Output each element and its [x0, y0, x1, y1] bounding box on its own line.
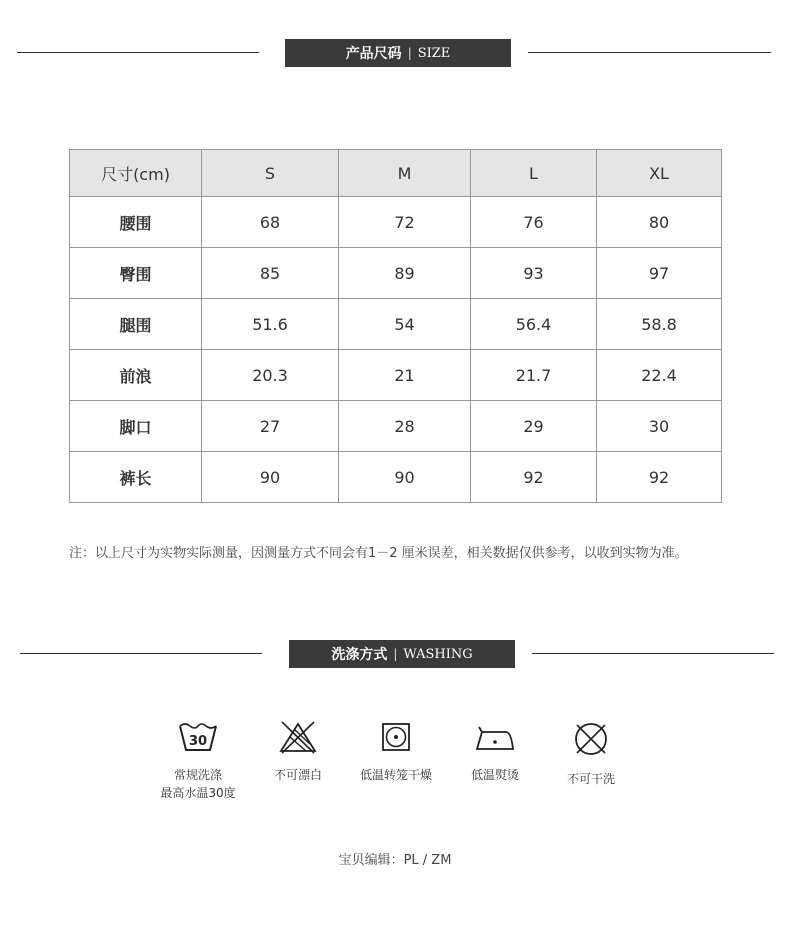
row-label: 腰围 [70, 197, 202, 248]
table-cell: 58.8 [597, 299, 722, 350]
table-cell: 89 [339, 248, 471, 299]
table-cell: 29 [471, 401, 597, 452]
table-row [70, 401, 722, 452]
table-cell: 92 [471, 452, 597, 503]
table-row [70, 350, 722, 401]
wash-item-label: 不可漂白 [273, 768, 322, 782]
row-label: 脚口 [70, 401, 202, 452]
table-cell: 97 [597, 248, 722, 299]
table-header-cell: 尺寸(cm) [70, 150, 202, 197]
row-label: 前浪 [70, 350, 202, 401]
row-label: 裤长 [70, 452, 202, 503]
wash-item-label: 最高水温30度 [160, 786, 236, 800]
table-cell: 54 [339, 299, 471, 350]
table-cell: 85 [202, 248, 339, 299]
wash-item-tumble-dry [346, 720, 446, 784]
table-cell: 21 [339, 350, 471, 401]
table-cell: 28 [339, 401, 471, 452]
table-row [70, 299, 722, 350]
table-cell: 90 [202, 452, 339, 503]
tumble-dry-low-icon [379, 720, 413, 754]
table-cell: 80 [597, 197, 722, 248]
wash-item-label: 不可干洗 [566, 772, 615, 786]
table-cell: 20.3 [202, 350, 339, 401]
row-label: 臀围 [70, 248, 202, 299]
table-cell: 22.4 [597, 350, 722, 401]
measurement-note: 注：以上尺寸为实物实际测量，因测量方式不同会有1－2 厘米误差，相关数据仅供参考，以收到实物为准。 [69, 546, 688, 561]
table-header-row [70, 150, 722, 197]
header-line-right [532, 653, 774, 654]
wash-item-label: 低温转笼干燥 [359, 768, 432, 782]
table-cell: 68 [202, 197, 339, 248]
iron-low-icon [473, 720, 517, 754]
size-section-title [285, 39, 511, 67]
table-cell: 51.6 [202, 299, 339, 350]
wash-item-no-dry-clean [551, 720, 631, 788]
table-cell: 72 [339, 197, 471, 248]
wash-item-label: 低温熨烫 [470, 768, 519, 782]
table-header-cell: M [339, 150, 471, 197]
wash-section-title [289, 640, 515, 668]
wash-temperature-label: 30 [188, 734, 208, 749]
size-table [69, 149, 722, 503]
size-title-zh: 产品尺码 [345, 46, 402, 62]
table-row [70, 248, 722, 299]
wash-item-no-bleach [258, 720, 338, 784]
editor-credit: 宝贝编辑：PL / ZM [338, 853, 452, 868]
table-cell: 27 [202, 401, 339, 452]
header-line-right [528, 52, 771, 53]
wash-title-separator: | [393, 647, 398, 661]
wash-item-normal [148, 720, 248, 802]
table-cell: 30 [597, 401, 722, 452]
table-cell: 93 [471, 248, 597, 299]
table-header-cell: XL [597, 150, 722, 197]
size-title-en: SIZE [417, 45, 451, 61]
wash-section-header [0, 640, 790, 668]
header-line-left [17, 52, 259, 53]
wash-30-icon [177, 720, 219, 754]
header-line-left [20, 653, 262, 654]
row-label: 腿围 [70, 299, 202, 350]
table-cell: 76 [471, 197, 597, 248]
table-cell: 90 [339, 452, 471, 503]
size-section-header [0, 39, 790, 67]
table-header-cell: L [471, 150, 597, 197]
wash-title-en: WASHING [403, 646, 473, 662]
no-dry-clean-icon [572, 720, 610, 758]
table-cell: 92 [597, 452, 722, 503]
table-row [70, 452, 722, 503]
table-cell: 21.7 [471, 350, 597, 401]
no-bleach-icon [278, 720, 318, 754]
table-header-cell: S [202, 150, 339, 197]
wash-item-iron [455, 720, 535, 784]
table-cell: 56.4 [471, 299, 597, 350]
wash-item-label: 常规洗涤 [173, 768, 222, 782]
table-row [70, 197, 722, 248]
wash-title-zh: 洗涤方式 [331, 647, 388, 663]
size-title-separator: | [407, 46, 412, 60]
